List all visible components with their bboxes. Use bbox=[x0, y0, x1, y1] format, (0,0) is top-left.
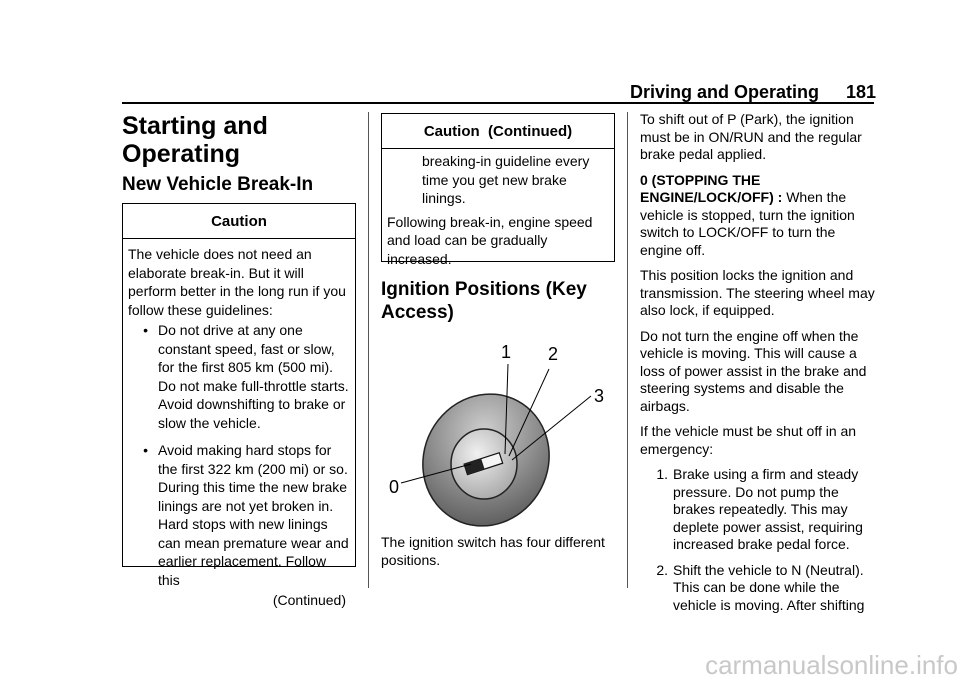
position-label-3: 3 bbox=[594, 386, 605, 406]
step-number: 1. bbox=[656, 466, 668, 482]
position-term: 0 (STOPPING THE ENGINE/LOCK/OFF) : bbox=[640, 171, 783, 205]
position-label-1: 1 bbox=[501, 342, 512, 362]
ignition-description: The ignition switch has four different positions. bbox=[381, 534, 605, 568]
watermark-text: carmanualsonline.info bbox=[705, 650, 958, 678]
subsection-title: New Vehicle Break-In bbox=[122, 174, 314, 195]
caution-intro: The vehicle does not need an elaborate break-in. But it will perform better in the long run if you follow these guidelines: bbox=[128, 246, 346, 318]
position-label-0: 0 bbox=[389, 477, 400, 497]
page-number: 181 bbox=[846, 82, 877, 102]
caution-heading: Caution bbox=[123, 204, 355, 239]
bullet-text: Do not drive at any one constant speed, fast or slow, for the first 805 km (500 mi). Do not make full-throttle starts. Avoid downshifting to brake or slow the vehicle. bbox=[158, 322, 349, 431]
paragraph: To shift out of P (Park), the ignition must be in ON/RUN and the regular brake pedal applied. bbox=[640, 111, 862, 162]
running-header-section: Driving and Operating bbox=[630, 82, 820, 102]
paragraph: Do not turn the engine off when the vehicle is moving. This will cause a loss of power assist in the brake and steering systems and disable the airbags. bbox=[640, 327, 867, 414]
caution-continued-text: breaking-in guideline every time you get new brake linings. bbox=[422, 153, 590, 206]
ignition-section-title: Ignition Positions (Key Access) bbox=[381, 279, 587, 323]
caution-heading: Caution (Continued) bbox=[382, 114, 614, 149]
position-description: When the vehicle is stopped, turn the ignition switch to LOCK/OFF to turn the engine off. bbox=[640, 189, 855, 258]
step-text: Brake using a firm and steady pressure. Do not pump the brakes repeatedly. This may deplete power assist, requiring increased brake pedal force. bbox=[673, 466, 863, 552]
continued-label: (Continued) bbox=[272, 592, 346, 608]
paragraph: If the vehicle must be shut off in an emergency: bbox=[640, 423, 857, 457]
bullet-mark: • bbox=[143, 322, 148, 338]
step-text: Shift the vehicle to N (Neutral). This can be done while the vehicle is moving. After shifting bbox=[673, 561, 865, 613]
caution-after-text: Following break-in, engine speed and load can be gradually increased. bbox=[387, 213, 593, 267]
step-number: 2. bbox=[656, 561, 668, 578]
section-title: Starting and Operating bbox=[122, 112, 268, 168]
position-label-2: 2 bbox=[548, 344, 559, 364]
bullet-text: Avoid making hard stops for the first 322 km (200 mi) or so. During this time the new brake linings are not yet broken in. Hard stops with new linings can mean premature wear and earlier replacement. Follow this bbox=[158, 442, 349, 588]
bullet-mark: • bbox=[143, 442, 148, 458]
paragraph: This position locks the ignition and transmission. The steering wheel may also lock, if equipped. bbox=[640, 267, 875, 318]
